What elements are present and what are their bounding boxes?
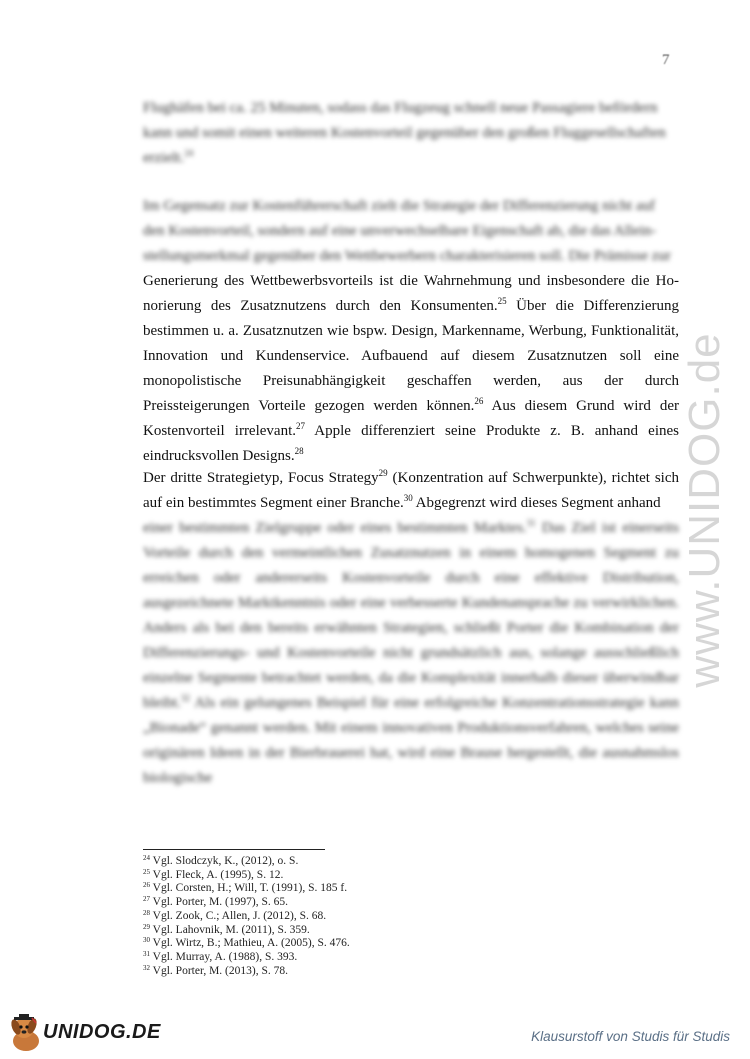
paragraph-1-blurred — [143, 96, 679, 171]
footnote-ref: 24 — [184, 148, 194, 158]
footnote-ref: 26 — [474, 396, 484, 406]
footnote: $^{29}$ Vgl. Lahovnik, M. (2011), S. 359. — [143, 922, 310, 936]
footnote: $^{31}$ Vgl. Murray, A. (1988), S. 393. — [143, 949, 298, 963]
logo-text: UNIDOG.DE — [43, 1021, 161, 1043]
paragraph-3 — [143, 466, 679, 791]
footnote: $^{27}$ Vgl. Porter, M. (1997), S. 65. — [143, 895, 288, 909]
footnote-ref: 30 — [403, 493, 413, 503]
footnote: $^{24}$ Vgl. Slodczyk, K., (2012), o. S. — [143, 854, 299, 867]
text-line: Flughäfen bei ca. 25 Minuten, sodass das Flugzeug schnell neue Passagiere befördern — [143, 100, 658, 116]
footnotes — [143, 855, 350, 978]
watermark-text: www.UNIDOG.de — [680, 332, 729, 688]
footnote-ref: 27 — [296, 421, 305, 431]
paragraph-2 — [143, 194, 679, 469]
text-line: stellungsmerkmal gegenüber den Wettbewerbern charakterisieren soll. Die Prämisse zur — [143, 248, 671, 264]
text-line: kann und somit einen weiteren Kostenvorteil gegenüber den großen Fluggesellschaften — [143, 125, 666, 141]
paragraph-3-blurred: einer bestimmten Zielgruppe oder eines bestimmten Marktes.$^{31}$ Das Ziel ist einerseits Vorteile durch den vermeintlichen Zusatznutzen in einem homogenen Segment zu erreichen oder andererseits Kostenvorteile durch eine effektive Distribution, ausgezeichnete Marktkenntnis oder eine verbesserte Kundenansprache zu verwirklichen. Anders als bei den bereits erwähnten Strategien, schließt Porter die Kombination der Differenzierungs- und Kostenvorteile nicht grundsätzlich aus, solange ausschließlich einzelne Segmente betrachtet werden, da die Komplexität innerhalb dieser überwindbar bleibt.$^{32}$ Als ein gelungenes Beispiel für eine erfolgreiche Konzentrationsstrategie kann „Bionade“ genannt werden. Mit einem innovativen Produktionsverfahren, welches seine originären Ideen in der Bierbrauerei hat, wird eine Brause hergestellt, die ausnahmslos biologische — [143, 518, 679, 786]
footnote-ref: 28 — [294, 446, 304, 456]
tagline: Klausurstoff von Studis für Studis — [531, 1029, 730, 1044]
page-number: 7 — [662, 52, 670, 68]
footnote-separator — [143, 849, 325, 850]
footnote-ref: 29 — [378, 468, 388, 478]
unidog-logo[interactable] — [8, 1013, 161, 1053]
text-line: den Kostenvorteil, sondern auf eine unverwechselbare Eigenschaft ab, die das Allein- — [143, 223, 657, 239]
footnote-ref: 31 — [526, 518, 536, 528]
footnote: $^{30}$ Vgl. Wirtz, B.; Mathieu, A. (2005), S. 476. — [143, 936, 350, 950]
paragraph-3-text: Der dritte Strategietyp, Focus Strategy$^{29}$ (Konzentration auf Schwerpunkte), richtet sich auf ein bestimmtes Segment einer Branche.$^{30}$ Abgegrenzt wird dieses Segment anhand — [143, 468, 679, 511]
text-line: erzielt.$^{24}$ — [143, 148, 194, 166]
footnote: $^{26}$ Vgl. Corsten, H.; Will, T. (1991), S. 185 f. — [143, 881, 348, 895]
footnote: $^{32}$ Vgl. Porter, M. (2013), S. 78. — [143, 963, 288, 977]
paragraph-2-text: Generierung des Wettbewerbsvorteils ist die Wahrnehmung und insbesondere die Ho-norierung des Zusatznutzens durch den Konsumenten.$^{25}$ Über die Differenzierung bestimmen u. a. Zusatznutzen wie bspw. Design, Markenname, Werbung, Funktionalität, Innovation und Kundenservice. Aufbauend auf diesem Zusatznutzen soll eine monopolistische Preisunabhängigkeit geschaffen werden, aus der durch Preissteigerungen Vorteile gezogen werden können.$^{26}$ Aus diesem Grund wird der Kostenvorteil irrelevant.$^{27}$ Apple differenziert seine Produkte z. B. anhand eines eindrucksvollen Designs.$^{28}$ — [143, 273, 679, 464]
paragraph-2-blurred-lines — [143, 194, 679, 269]
footnote-ref: 32 — [180, 693, 190, 703]
footnote-ref: 25 — [497, 296, 507, 306]
dog-icon — [8, 1013, 44, 1053]
footnote: $^{28}$ Vgl. Zook, C.; Allen, J. (2012), S. 68. — [143, 908, 327, 922]
text-line: Im Gegensatz zur Kostenführerschaft zielt die Strategie der Differenzierung nicht auf — [143, 198, 655, 214]
footnote: $^{25}$ Vgl. Fleck, A. (1995), S. 12. — [143, 867, 284, 881]
